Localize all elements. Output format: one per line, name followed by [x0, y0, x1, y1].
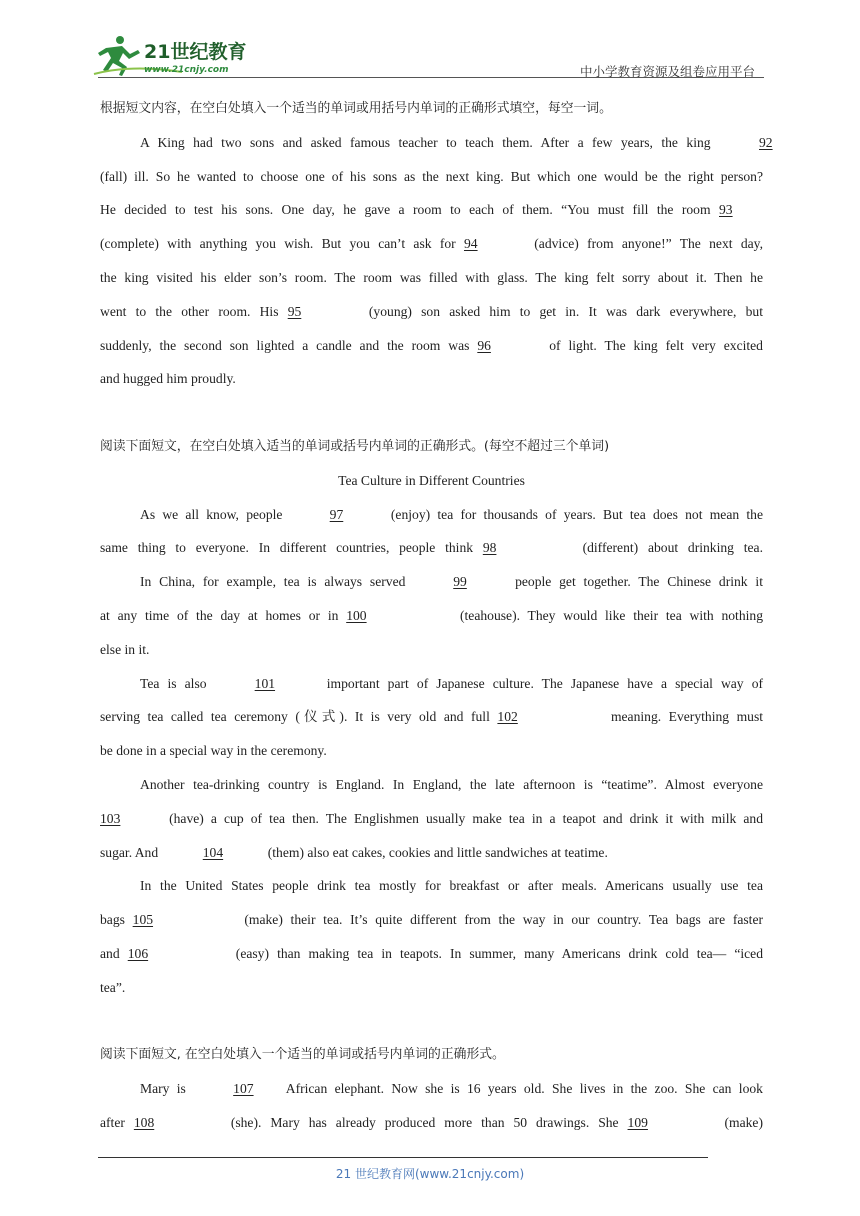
s2-line3: In China, for example, tea is always served 99 people get together. The Chinese drink it: [100, 572, 763, 606]
s2-line1: As we all know, people 97 (enjoy) tea for thousands of years. But tea does not mean the: [100, 505, 763, 539]
blank-99[interactable]: 99: [453, 574, 467, 590]
footer-divider: [98, 1157, 708, 1158]
section3-instruction: 阅读下面短文, 在空白处填入一个适当的单词或括号内单词的正确形式。: [100, 1047, 505, 1063]
footer-text: 21 世纪教育网(www.21cnjy.com): [335, 1167, 525, 1181]
blank-93[interactable]: 93: [719, 202, 733, 218]
s2-line15: tea”.: [100, 979, 126, 995]
s2-line7: serving tea called tea ceremony (仪式). It is very old and full 102 meaning. Everything must: [100, 707, 763, 741]
s3-line2: after 108 (she). Mary has already produced more than 50 drawings. She 109 (make): [100, 1113, 763, 1147]
header-divider: [98, 77, 764, 78]
s1-line5: the king visited his elder son’s room. The room was filled with glass. The king felt sorry about it. Then he: [100, 269, 763, 285]
blank-94[interactable]: 94: [463, 236, 478, 252]
s1-line2: (fall) ill. So he wanted to choose one of his sons as the next king. But which one would be the right person?: [100, 168, 763, 184]
page-header: [0, 0, 860, 80]
s2-line10: 103 (have) a cup of tea then. The Englishmen usually make tea in a teapot and drink it with milk and: [100, 809, 763, 843]
s2-line4: at any time of the day at homes or in 100 (teahouse). They would like their tea with nothing: [100, 606, 763, 640]
section1-instruction: 根据短文内容，在空白处填入一个适当的单词或用括号内单词的正确形式填空，每空一词。: [100, 101, 612, 116]
blank-95[interactable]: 95: [287, 303, 302, 319]
s1-line1: A King had two sons and asked famous teacher to teach them. After a few years, the king 92: [100, 133, 763, 167]
blank-97[interactable]: 97: [329, 506, 344, 522]
blank-103[interactable]: 103: [100, 810, 121, 826]
blank-106[interactable]: 106: [127, 945, 149, 961]
svg-text:www.21cnjy.com: www.21cnjy.com: [144, 65, 229, 75]
blank-98[interactable]: 98: [482, 540, 497, 556]
blank-107[interactable]: 107: [233, 1081, 254, 1097]
s1-line7: suddenly, the second son lighted a candle and the room was 96 of light. The king felt very excited: [100, 336, 763, 370]
s2-line6: Tea is also 101 important part of Japanese culture. The Japanese have a special way of: [100, 674, 763, 708]
s2-line11: sugar. And 104 (them) also eat cakes, cookies and little sandwiches at teatime.: [100, 843, 763, 877]
logo-21cnjy: [92, 34, 262, 78]
blank-105[interactable]: 105: [132, 912, 154, 928]
document-body: [100, 99, 773, 1147]
svg-text:21世纪教育: 21世纪教育: [144, 41, 247, 63]
s2-line12: In the United States people drink tea mostly for breakfast or after meals. Americans usually use tea: [140, 878, 763, 894]
s2-line13: bags 105 (make) their tea. It’s quite different from the way in our country. Tea bags are faster: [100, 910, 763, 944]
blank-108[interactable]: 108: [133, 1114, 155, 1130]
blank-101[interactable]: 101: [254, 675, 276, 691]
s2-line9: Another tea-drinking country is England. In England, the late afternoon is “teatime”. Almost everyone: [140, 776, 763, 792]
s2-line8: be done in a special way in the ceremony.: [100, 743, 327, 759]
section2-instruction: 阅读下面短文，在空白处填入适当的单词或括号内单词的正确形式。(每空不超过三个单词): [100, 438, 610, 454]
passage-title: Tea Culture in Different Countries: [338, 472, 525, 488]
platform-name: 中小学教育资源及组卷应用平台: [579, 64, 755, 79]
blank-109[interactable]: 109: [627, 1114, 648, 1130]
s2-line5: else in it.: [100, 641, 150, 657]
s3-line1: Mary is 107 African elephant. Now she is 16 years old. She lives in the zoo. She can look: [100, 1079, 763, 1113]
blank-92[interactable]: 92: [759, 134, 773, 150]
blank-96[interactable]: 96: [477, 337, 491, 353]
s2-line2: same thing to everyone. In different countries, people think 98 (different) about drinking tea.: [100, 538, 763, 572]
blank-100[interactable]: 100: [346, 607, 367, 623]
s1-line4: (complete) with anything you wish. But you can’t ask for 94 (advice) from anyone!” The next day,: [100, 234, 763, 268]
s1-line6: went to the other room. His 95 (young) son asked him to get in. It was dark everywhere, but: [100, 302, 763, 336]
s1-line3: He decided to test his sons. One day, he gave a room to each of them. “You must fill the room 93: [100, 200, 763, 234]
blank-102[interactable]: 102: [497, 709, 518, 725]
blank-104[interactable]: 104: [202, 844, 224, 860]
s2-line14: and 106 (easy) than making tea in teapots. In summer, many Americans drink cold tea— “iced: [100, 944, 763, 978]
s1-line8: and hugged him proudly.: [100, 371, 236, 387]
